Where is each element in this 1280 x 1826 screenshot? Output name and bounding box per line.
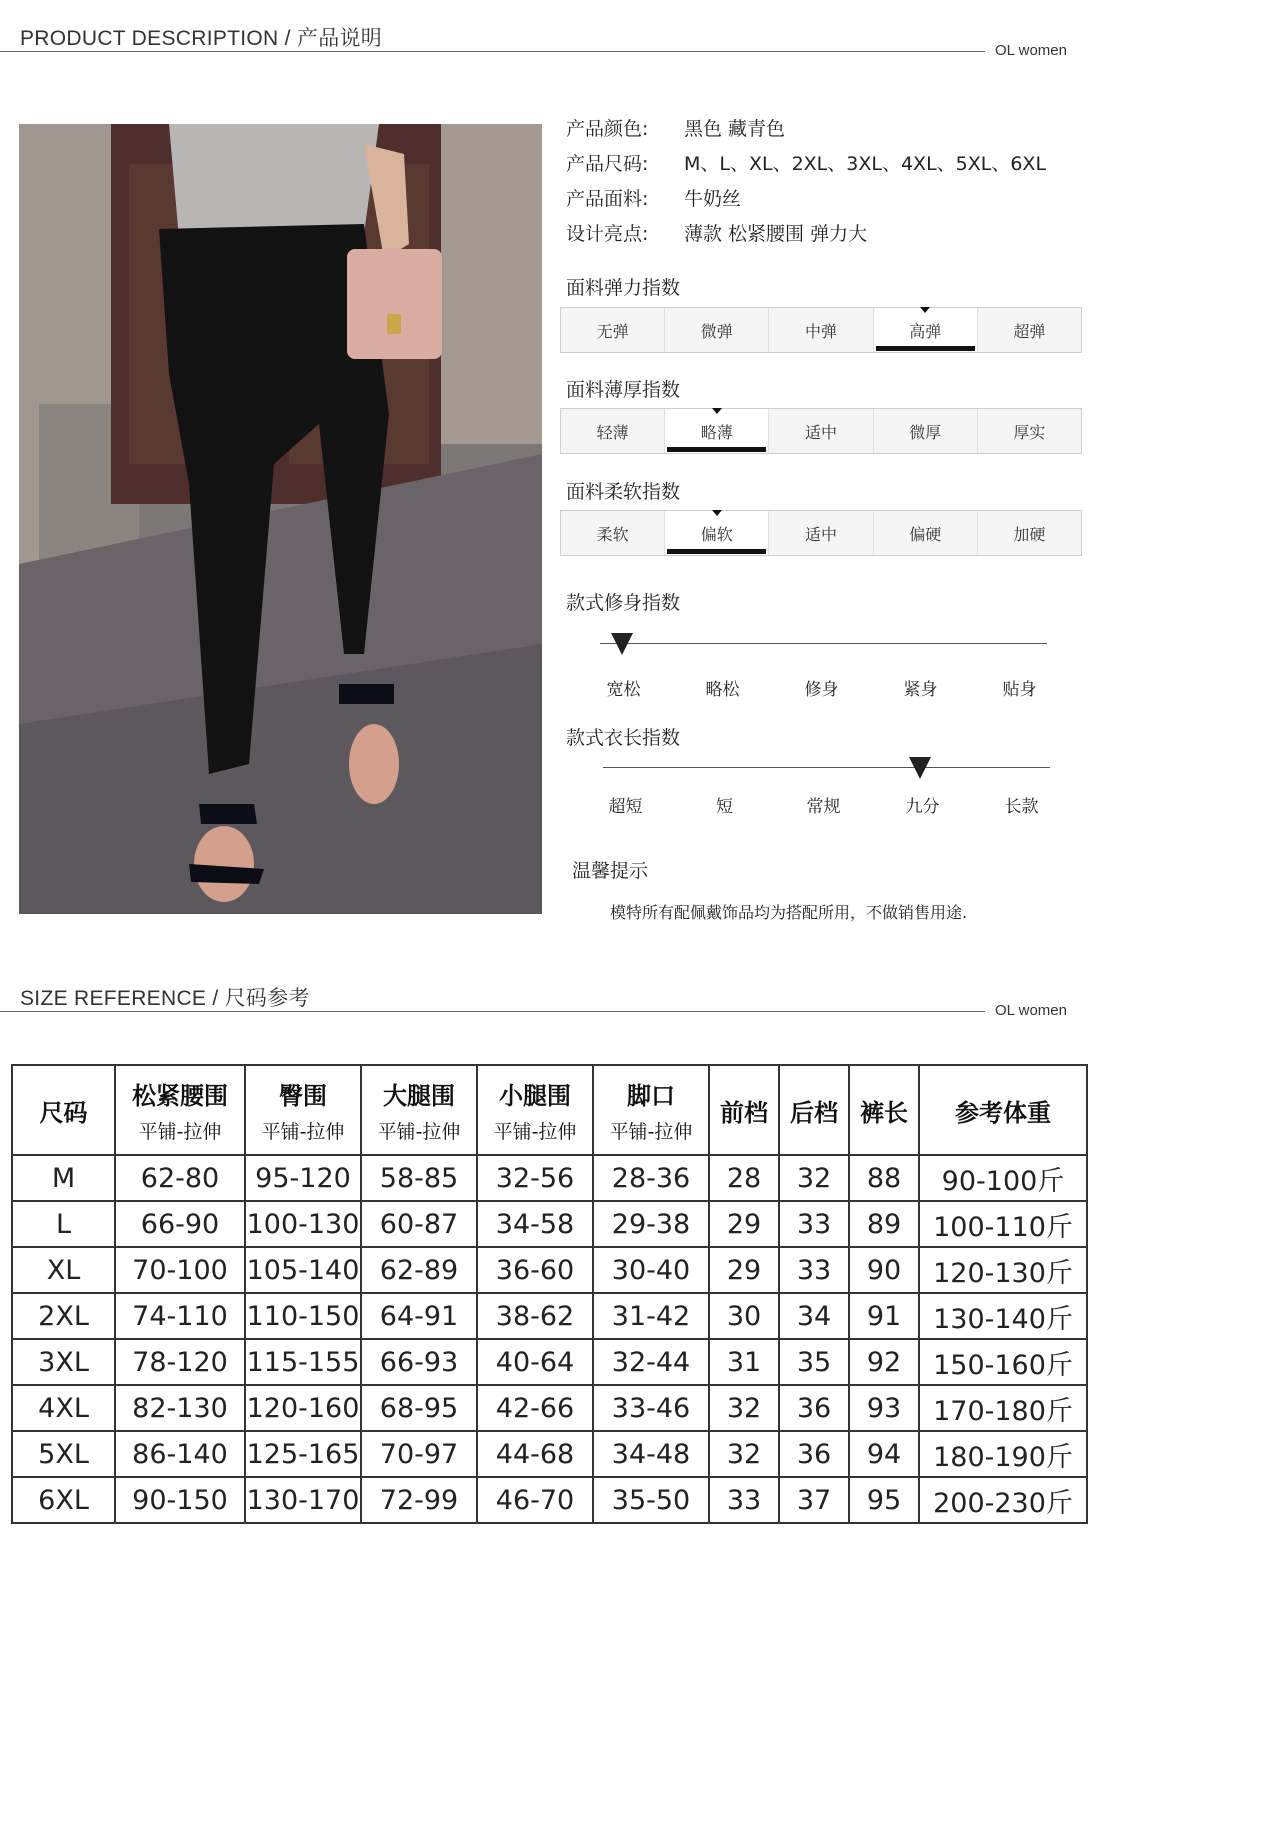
selected-underline	[667, 549, 766, 554]
model-photo-illustration	[19, 124, 542, 914]
table-cell: 91	[849, 1293, 919, 1339]
divider	[0, 1011, 985, 1012]
table-cell: 82-130	[115, 1385, 245, 1431]
info-label: 产品面料:	[566, 188, 649, 210]
fit-label: 紧身	[903, 680, 938, 700]
table-cell: 32	[709, 1385, 779, 1431]
table-cell: 200-230斤	[919, 1477, 1087, 1523]
table-cell: 90-100斤	[919, 1155, 1087, 1201]
scale-option: 微弹	[664, 308, 768, 352]
table-cell: 94	[849, 1431, 919, 1477]
table-cell: 33-46	[593, 1385, 709, 1431]
scale-option: 加硬	[977, 511, 1081, 555]
table-row	[12, 1293, 1087, 1339]
table-cell: 44-68	[477, 1431, 593, 1477]
table-cell: 78-120	[115, 1339, 245, 1385]
header-cell: 前档	[709, 1065, 779, 1155]
table-cell: 86-140	[115, 1431, 245, 1477]
info-value: 薄款 松紧腰围 弹力大	[684, 223, 868, 245]
selected-indicator-icon	[712, 408, 722, 414]
length-labels	[576, 792, 1071, 817]
table-cell: 37	[779, 1477, 849, 1523]
table-cell: 70-100	[115, 1247, 245, 1293]
fit-marker	[611, 633, 633, 655]
size-cell: M	[12, 1155, 115, 1201]
table-cell: 110-150	[245, 1293, 361, 1339]
scale-option: 微厚	[873, 409, 977, 453]
size-reference-header	[0, 982, 1100, 1022]
size-table-header	[12, 1065, 1087, 1155]
size-cell: 4XL	[12, 1385, 115, 1431]
table-cell: 120-160	[245, 1385, 361, 1431]
info-row-color	[566, 116, 785, 142]
table-cell: 32	[709, 1431, 779, 1477]
info-value: 黑色 藏青色	[684, 118, 786, 140]
table-cell: 120-130斤	[919, 1247, 1087, 1293]
table-cell: 42-66	[477, 1385, 593, 1431]
table-cell: 35	[779, 1339, 849, 1385]
table-cell: 33	[779, 1201, 849, 1247]
table-cell: 32-56	[477, 1155, 593, 1201]
table-cell: 93	[849, 1385, 919, 1431]
length-label: 九分	[905, 797, 940, 817]
fit-label: 宽松	[606, 680, 641, 700]
selected-underline	[876, 346, 975, 351]
table-cell: 40-64	[477, 1339, 593, 1385]
product-description-header	[0, 22, 1100, 62]
table-cell: 32	[779, 1155, 849, 1201]
length-marker	[909, 757, 931, 779]
table-cell: 31-42	[593, 1293, 709, 1339]
header-cell: 松紧腰围 平铺-拉伸	[115, 1065, 245, 1155]
fit-labels	[574, 675, 1069, 700]
scale-option: 略薄	[664, 409, 768, 453]
table-cell: 180-190斤	[919, 1431, 1087, 1477]
thickness-scale	[560, 408, 1082, 454]
brand-label: OL women	[995, 1002, 1067, 1019]
table-row	[12, 1477, 1087, 1523]
table-cell: 34-48	[593, 1431, 709, 1477]
table-row	[12, 1431, 1087, 1477]
header-cell: 参考体重	[919, 1065, 1087, 1155]
table-cell: 28	[709, 1155, 779, 1201]
table-cell: 100-110斤	[919, 1201, 1087, 1247]
table-cell: 68-95	[361, 1385, 477, 1431]
table-cell: 100-130	[245, 1201, 361, 1247]
model-photo	[19, 124, 542, 914]
elasticity-scale	[560, 307, 1082, 353]
fit-track	[600, 643, 1047, 644]
scale-option: 厚实	[977, 409, 1081, 453]
table-cell: 34	[779, 1293, 849, 1339]
table-cell: 30-40	[593, 1247, 709, 1293]
info-value: 牛奶丝	[684, 188, 742, 210]
table-cell: 46-70	[477, 1477, 593, 1523]
scale-option: 中弹	[768, 308, 872, 352]
table-row	[12, 1339, 1087, 1385]
fit-index-title: 款式修身指数	[566, 592, 681, 614]
header-cell: 尺码	[12, 1065, 115, 1155]
table-cell: 89	[849, 1201, 919, 1247]
thickness-index-title: 面料薄厚指数	[566, 379, 681, 401]
scale-option: 偏硬	[873, 511, 977, 555]
brand-label: OL women	[995, 42, 1067, 59]
table-cell: 30	[709, 1293, 779, 1339]
fit-label: 贴身	[1002, 680, 1037, 700]
info-row-size	[566, 151, 1046, 177]
table-cell: 105-140	[245, 1247, 361, 1293]
table-cell: 88	[849, 1155, 919, 1201]
tip-text: 模特所有配佩戴饰品均为搭配所用，不做销售用途.	[610, 903, 968, 922]
table-cell: 95-120	[245, 1155, 361, 1201]
size-cell: XL	[12, 1247, 115, 1293]
table-cell: 60-87	[361, 1201, 477, 1247]
selected-underline	[667, 447, 766, 452]
scale-option: 适中	[768, 409, 872, 453]
table-cell: 31	[709, 1339, 779, 1385]
table-cell: 170-180斤	[919, 1385, 1087, 1431]
table-cell: 32-44	[593, 1339, 709, 1385]
header-cell: 裤长	[849, 1065, 919, 1155]
scale-option: 偏软	[664, 511, 768, 555]
length-track	[603, 767, 1050, 768]
size-cell: 6XL	[12, 1477, 115, 1523]
selected-indicator-icon	[712, 510, 722, 516]
table-cell: 29	[709, 1247, 779, 1293]
header-cell: 小腿围 平铺-拉伸	[477, 1065, 593, 1155]
scale-option: 轻薄	[596, 423, 629, 442]
table-row	[12, 1155, 1087, 1201]
table-cell: 38-62	[477, 1293, 593, 1339]
table-cell: 125-165	[245, 1431, 361, 1477]
table-row	[12, 1201, 1087, 1247]
size-table	[11, 1064, 1088, 1524]
table-cell: 62-80	[115, 1155, 245, 1201]
elasticity-index-title: 面料弹力指数	[566, 277, 681, 299]
divider	[0, 51, 985, 52]
scale-option: 高弹	[873, 308, 977, 352]
table-cell: 62-89	[361, 1247, 477, 1293]
size-cell: 2XL	[12, 1293, 115, 1339]
fit-label: 略松	[705, 680, 740, 700]
table-cell: 36-60	[477, 1247, 593, 1293]
table-row	[12, 1247, 1087, 1293]
section-title: PRODUCT DESCRIPTION / 产品说明	[20, 27, 383, 50]
table-cell: 36	[779, 1431, 849, 1477]
info-value: M、L、XL、2XL、3XL、4XL、5XL、6XL	[684, 153, 1047, 175]
table-cell: 130-170	[245, 1477, 361, 1523]
table-cell: 35-50	[593, 1477, 709, 1523]
size-table-body	[12, 1155, 1087, 1523]
table-cell: 90-150	[115, 1477, 245, 1523]
length-label: 超短	[608, 797, 643, 817]
softness-index-title: 面料柔软指数	[566, 481, 681, 503]
size-cell: L	[12, 1201, 115, 1247]
header-cell: 臀围 平铺-拉伸	[245, 1065, 361, 1155]
table-cell: 66-90	[115, 1201, 245, 1247]
header-cell: 大腿围 平铺-拉伸	[361, 1065, 477, 1155]
scale-option: 适中	[768, 511, 872, 555]
length-label: 长款	[1004, 797, 1039, 817]
table-cell: 33	[709, 1477, 779, 1523]
table-cell: 92	[849, 1339, 919, 1385]
header-cell: 后档	[779, 1065, 849, 1155]
info-label: 设计亮点:	[566, 223, 649, 245]
table-cell: 28-36	[593, 1155, 709, 1201]
info-row-highlights	[566, 221, 867, 247]
table-cell: 34-58	[477, 1201, 593, 1247]
table-cell: 29	[709, 1201, 779, 1247]
table-cell: 58-85	[361, 1155, 477, 1201]
info-row-fabric	[566, 186, 741, 212]
size-cell: 5XL	[12, 1431, 115, 1477]
table-cell: 66-93	[361, 1339, 477, 1385]
tip-title: 温馨提示	[572, 860, 649, 882]
length-label: 短	[716, 797, 733, 817]
table-cell: 90	[849, 1247, 919, 1293]
header-cell: 脚口 平铺-拉伸	[593, 1065, 709, 1155]
table-cell: 72-99	[361, 1477, 477, 1523]
table-row	[12, 1385, 1087, 1431]
table-cell: 29-38	[593, 1201, 709, 1247]
section-title: SIZE REFERENCE / 尺码参考	[20, 987, 310, 1010]
length-label: 常规	[806, 797, 841, 817]
softness-scale	[560, 510, 1082, 556]
length-index-title: 款式衣长指数	[566, 727, 681, 749]
size-cell: 3XL	[12, 1339, 115, 1385]
selected-indicator-icon	[920, 307, 930, 313]
info-label: 产品尺码:	[566, 153, 649, 175]
table-cell: 33	[779, 1247, 849, 1293]
table-cell: 95	[849, 1477, 919, 1523]
table-cell: 74-110	[115, 1293, 245, 1339]
table-cell: 115-155	[245, 1339, 361, 1385]
table-cell: 130-140斤	[919, 1293, 1087, 1339]
fit-label: 修身	[804, 680, 839, 700]
table-cell: 150-160斤	[919, 1339, 1087, 1385]
scale-option: 柔软	[596, 525, 629, 544]
scale-option: 超弹	[977, 308, 1081, 352]
table-cell: 36	[779, 1385, 849, 1431]
table-cell: 70-97	[361, 1431, 477, 1477]
info-label: 产品颜色:	[566, 118, 649, 140]
scale-option: 无弹	[596, 322, 629, 341]
table-cell: 64-91	[361, 1293, 477, 1339]
